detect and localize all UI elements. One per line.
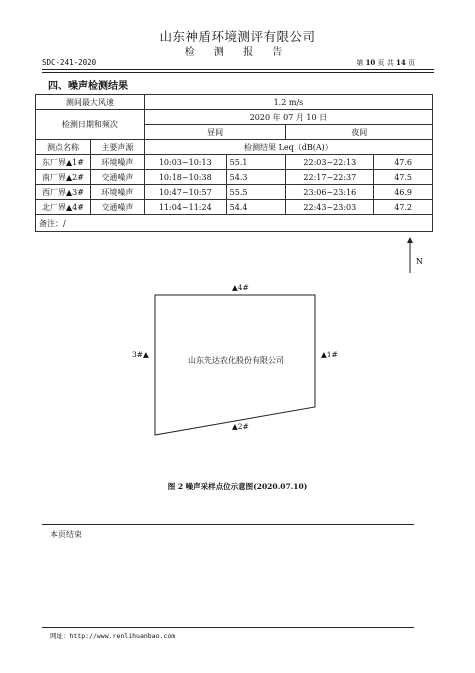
page-mid: 页 共 (377, 59, 394, 67)
site-company-label: 山东先达农化股份有限公司 (188, 356, 284, 365)
point-3-label: 3#▲ (132, 350, 149, 359)
footer-rule (42, 627, 414, 628)
night-time-cell: 23:06~23:16 (286, 185, 374, 200)
remark-cell: 备注：/ (36, 215, 433, 232)
column-header-row (36, 140, 433, 155)
caption-prefix: 图 2 噪声采样点位示意图 (167, 482, 254, 491)
remark-row (36, 215, 433, 232)
day-label: 昼间 (144, 125, 286, 140)
source-cell: 交通噪声 (90, 200, 144, 215)
col-point: 测点名称 (36, 140, 91, 155)
page-number: 10 (365, 58, 376, 67)
night-time-cell: 22:43~23:03 (286, 200, 374, 215)
site-plan-diagram (132, 280, 360, 440)
page-end-text: 本页结束 (50, 530, 82, 539)
site-boundary (155, 295, 315, 435)
company-name: 山东神盾环境测评有限公司 (159, 29, 316, 44)
date-value: 2020 年 07 月 10 日 (144, 110, 432, 125)
point-4-label: ▲4# (232, 283, 249, 292)
section-title: 四、噪声检测结果 (48, 81, 128, 92)
day-value-cell: 55.1 (226, 155, 286, 170)
day-value-cell: 54.3 (226, 170, 286, 185)
point-cell: 北厂界▲4# (36, 200, 91, 215)
source-cell: 环境噪声 (90, 185, 144, 200)
night-value-cell: 47.5 (374, 170, 433, 185)
wind-label: 测间最大风速 (36, 95, 145, 110)
noise-results-table (35, 94, 433, 232)
night-value-cell: 47.2 (374, 200, 433, 215)
table-row (36, 155, 433, 170)
caption-date: (2020.07.10) (253, 482, 308, 491)
header-rule-thin (42, 72, 434, 73)
col-result: 检测结果 Leq（dB(A)） (144, 140, 432, 155)
night-value-cell: 47.6 (374, 155, 433, 170)
source-cell: 环境噪声 (90, 155, 144, 170)
figure-caption (0, 481, 475, 492)
page-info (356, 58, 415, 68)
date-label: 检测日期和频次 (36, 110, 145, 140)
report-subtitle: 检 测 报 告 (184, 47, 291, 58)
night-value-cell: 46.9 (374, 185, 433, 200)
wind-value: 1.2 m/s (144, 95, 432, 110)
north-arrow-icon (405, 237, 415, 273)
page-prefix: 第 (356, 59, 364, 67)
point-cell: 南厂界▲2# (36, 170, 91, 185)
wind-row (36, 95, 433, 110)
point-cell: 西厂界▲3# (36, 185, 91, 200)
point-1-label: ▲1# (321, 350, 338, 359)
day-time-cell: 10:03~10:13 (144, 155, 226, 170)
day-time-cell: 10:47~10:57 (144, 185, 226, 200)
day-value-cell: 54.4 (226, 200, 286, 215)
page-suffix: 页 (408, 59, 415, 67)
north-label: N (416, 257, 423, 266)
night-time-cell: 22:17~22:37 (286, 170, 374, 185)
page-total: 14 (396, 58, 406, 67)
header-rule-thick (42, 69, 434, 70)
night-time-cell: 22:03~22:13 (286, 155, 374, 170)
point-2-label: ▲2# (232, 422, 249, 431)
col-source: 主要声源 (90, 140, 144, 155)
table-row (36, 170, 433, 185)
document-number: SDC-241-2020 (42, 58, 97, 67)
day-time-cell: 10:18~10:38 (144, 170, 226, 185)
night-label: 夜间 (286, 125, 433, 140)
day-value-cell: 55.5 (226, 185, 286, 200)
date-row (36, 110, 433, 125)
footer-url: 网址：http://www.renlihuanbao.com (50, 632, 176, 640)
table-row (36, 185, 433, 200)
source-cell: 交通噪声 (90, 170, 144, 185)
end-rule (42, 524, 414, 525)
point-cell: 东厂界▲1# (36, 155, 91, 170)
table-row (36, 200, 433, 215)
day-time-cell: 11:04~11:24 (144, 200, 226, 215)
